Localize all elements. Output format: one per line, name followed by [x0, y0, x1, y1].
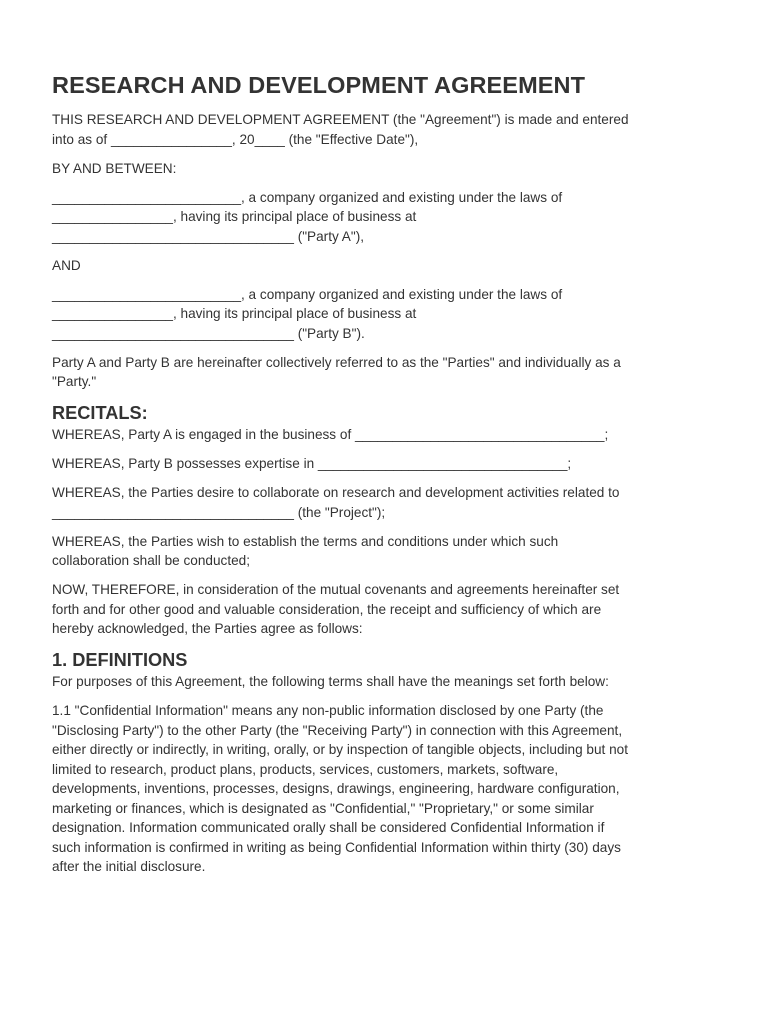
recital-item: WHEREAS, Party A is engaged in the business of _________________________________;	[52, 427, 609, 442]
document-title: RESEARCH AND DEVELOPMENT AGREEMENT	[52, 72, 586, 98]
intro-paragraph: THIS RESEARCH AND DEVELOPMENT AGREEMENT (the "Agreement") is made and entered into as of ________________, 20____ (the "Effective Date"),	[52, 112, 629, 147]
party-a-paragraph: _________________________, a company organized and existing under the laws of ________________, having its principal place of business at ________________________________ ("Party A"),	[52, 189, 563, 244]
collective-paragraph: Party A and Party B are hereinafter collectively referred to as the "Parties" and individually as a "Party."	[52, 354, 621, 389]
recital-item: WHEREAS, the Parties wish to establish the terms and conditions under which such collaboration shall be conducted;	[52, 533, 559, 568]
document-page	[52, 70, 722, 886]
recitals-heading: RECITALS:	[52, 403, 148, 423]
definitions-intro: For purposes of this Agreement, the following terms shall have the meanings set forth below:	[52, 674, 609, 689]
definitions-heading: 1. DEFINITIONS	[52, 650, 188, 670]
definition-1-1: 1.1 "Confidential Information" means any non-public information disclosed by one Party (the "Disclosing Party") to the other Party (the "Receiving Party") in connection with this Agreement, either directly or indirectly, in writing, orally, or by inspection of tangible objects, including but not limited to research, product plans, products, services, customers, markets, software, developments, inventions, processes, designs, drawings, engineering, hardware configuration, marketing or finances, which is designated as "Confidential," "Proprietary," or some similar designation. Information communicated orally shall be considered Confidential Information if such information is confirmed in writing as being Confidential Information within thirty (30) days after the initial disclosure.	[52, 703, 629, 874]
and-label: AND	[52, 257, 81, 273]
recital-item: WHEREAS, the Parties desire to collaborate on research and development activities related to ________________________________ (the "Project");	[52, 485, 620, 520]
recital-item: NOW, THEREFORE, in consideration of the mutual covenants and agreements hereinafter set forth and for other good and valuable consideration, the receipt and sufficiency of which are hereby acknowledged, the Parties agree as follows:	[52, 582, 620, 636]
between-label: BY AND BETWEEN:	[52, 160, 177, 176]
recital-item: WHEREAS, Party B possesses expertise in _________________________________;	[52, 456, 572, 471]
party-b-paragraph: _________________________, a company organized and existing under the laws of ________________, having its principal place of business at ________________________________ ("Party B").	[52, 286, 563, 341]
